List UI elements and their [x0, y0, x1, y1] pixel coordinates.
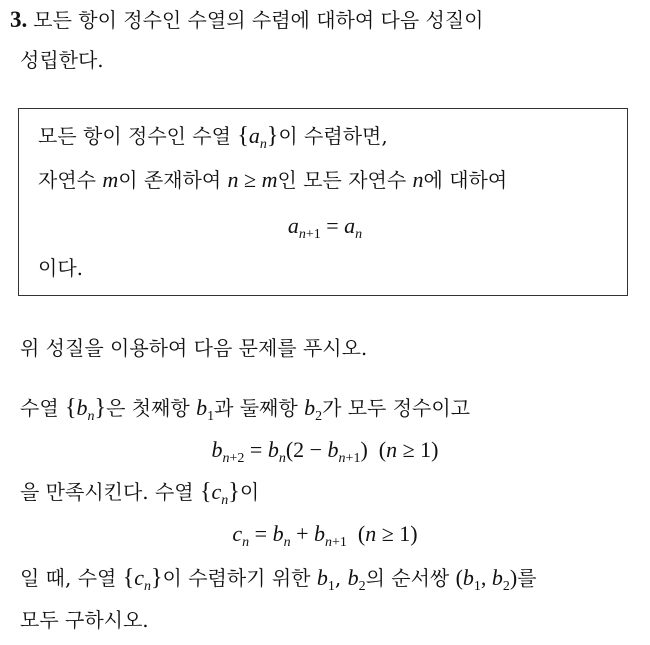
box-equation: $a_{n+1} = a_n$ — [287, 213, 363, 242]
question-line1: 수열 $\{b_n\}$은 첫째항 $b_1$과 둘째항 $b_2$가 모두 정수이고 — [20, 395, 471, 424]
problem-intro-line2: 성립한다. — [20, 48, 104, 72]
problem-number: 3. — [10, 7, 28, 32]
box-line1: 모든 항이 정수인 수열 $\{a_n\}$이 수렴하면, — [38, 123, 388, 152]
recurrence-equation: $b_{n+2} = b_n(2 - b_{n+1}) (n \ge 1)$ — [211, 437, 439, 466]
c-equation: $c_n = b_n + b_{n+1}$ (n ≥ 1) — [232, 521, 418, 550]
problem-title-line1 — [10, 6, 483, 34]
box-line2: 자연수 m이 존재하여 n ≥ m인 모든 자연수 n에 대하여 — [38, 167, 508, 192]
box-line4: 이다. — [38, 256, 83, 280]
question-line3: 을 만족시킨다. 수열 $\{c_n\}$이 — [20, 479, 260, 508]
question-line6: 모두 구하시오. — [20, 608, 149, 632]
instruction-text: 위 성질을 이용하여 다음 문제를 푸시오. — [20, 336, 368, 360]
question-line5: 일 때, 수열 $\{c_n\}$이 수렴하기 위한 $b_1$, $b_2$의 순서쌍 ($b_1$, $b_2$)를 — [20, 565, 537, 594]
problem-intro-line1: 모든 항이 정수인 수열의 수렴에 대하여 다음 성질이 — [33, 8, 484, 32]
